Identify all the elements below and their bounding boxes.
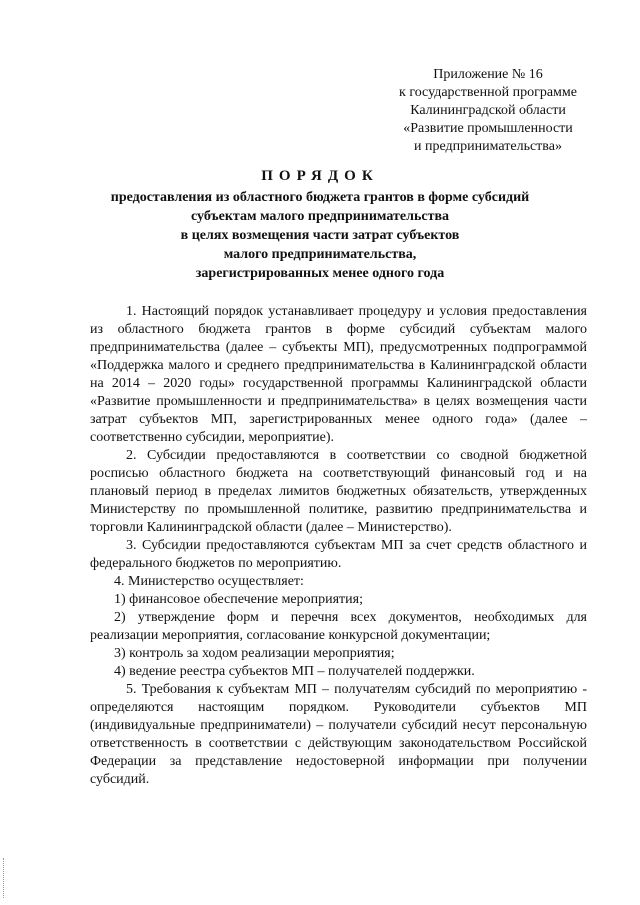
annex-line: «Развитие промышленности (403, 121, 573, 136)
annex-line: и предпринимательства» (414, 139, 562, 154)
subtitle-line: предоставления из областного бюджета грантов в форме субсидий (110, 190, 530, 205)
paragraph-3: 3. Субсидии предоставляются субъектам МП за счет средств областного и федерального бюджетов по мероприятию. (90, 538, 587, 571)
document-title (100, 166, 540, 283)
title-subtitle (100, 188, 540, 283)
title-heading: ПОРЯДОК (261, 168, 379, 184)
subtitle-line: в целях возмещения части затрат субъектов (180, 228, 460, 243)
subtitle-line: субъектам малого предпринимательства (190, 209, 450, 224)
document-body (90, 303, 587, 789)
paragraph-1: 1. Настоящий порядок устанавливает процедуру и условия предоставления из областного бюджета грантов в форме субсидий субъектам малого предпринимательства (далее – субъекты МП), предусмотренных подпрограммой «Поддержка малого и среднего предпринимательства в Калининградской области на 2014 – 2020 годы» государственной программы Калининградской области «Развитие промышленности и предпринимательства» в целях возмещения части затрат субъектов МП, зарегистрированных менее одного года» (далее – соответственно субсидии, мероприятие). (90, 304, 587, 445)
list-item-2: 2) утверждение форм и перечня всех документов, необходимых для реализации мероприятия, согласование конкурсной документации; (90, 610, 587, 643)
annex-header (372, 66, 604, 156)
list-item-3: 3) контроль за ходом реализации мероприятия; (114, 646, 395, 661)
annex-line: Калининградской области (410, 103, 566, 118)
paragraph-4: 4. Министерство осуществляет: (114, 574, 304, 589)
paragraph-5: 5. Требования к субъектам МП – получателям субсидий по мероприятию - определяются настоящим порядком. Руководители субъектов МП (индивидуальные предприниматели) – получатели субсидий несут персональную ответственность в соответствии с действующим законодательством Российской Федерации за представление недостоверной информации при получении субсидий. (90, 682, 587, 787)
paragraph-2: 2. Субсидии предоставляются в соответствии со сводной бюджетной росписью областного бюджета на соответствующий финансовый год и на плановый период в пределах лимитов бюджетных обязательств, утвержденных Министерству по промышленной политике, развитию предпринимательства и торговли Калининградской области (далее – Министерство). (90, 448, 587, 535)
list-item-4: 4) ведение реестра субъектов МП – получателей поддержки. (114, 664, 475, 679)
scan-edge-mark (3, 858, 6, 898)
annex-number: Приложение № 16 (433, 67, 543, 82)
subtitle-line: малого предпринимательства, (223, 247, 417, 262)
list-item-1: 1) финансовое обеспечение мероприятия; (114, 592, 363, 607)
subtitle-line: зарегистрированных менее одного года (195, 266, 445, 281)
annex-line: к государственной программе (399, 85, 577, 100)
